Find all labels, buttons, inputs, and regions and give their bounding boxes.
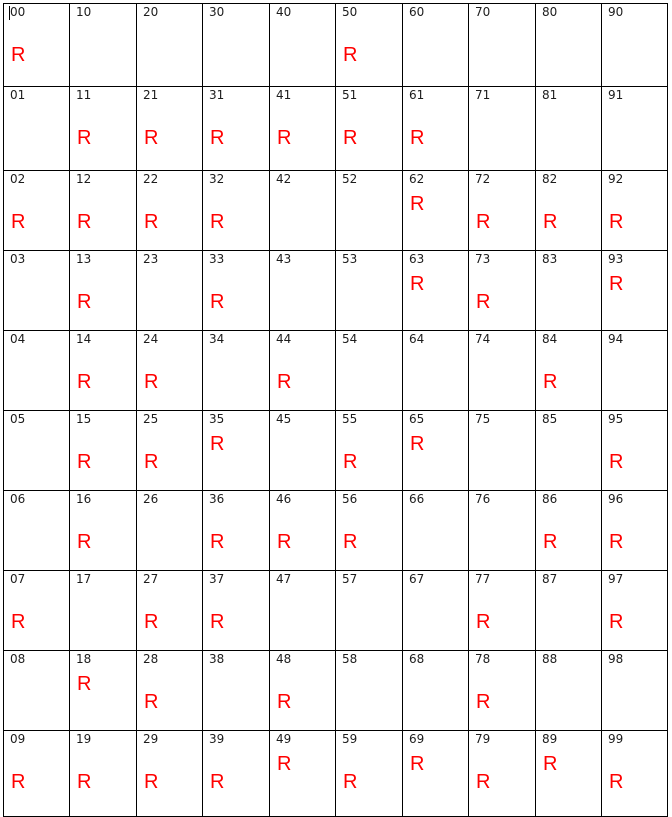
- cell-number: 39: [209, 732, 225, 746]
- cell-number: 61: [409, 88, 425, 102]
- grid-cell[interactable]: [70, 411, 137, 491]
- cell-mark: R: [77, 451, 92, 473]
- cell-mark: R: [77, 211, 92, 233]
- grid-cell[interactable]: [4, 571, 70, 651]
- cell-number: 90: [608, 5, 624, 19]
- grid-cell[interactable]: [469, 651, 536, 731]
- cell-number: 24: [143, 332, 159, 346]
- grid-cell[interactable]: [270, 411, 336, 491]
- cell-mark: R: [410, 127, 425, 149]
- cell-number: 78: [475, 652, 491, 666]
- cell-number: 63: [409, 252, 425, 266]
- number-grid-body: [4, 4, 668, 817]
- grid-cell[interactable]: [403, 331, 469, 411]
- cell-number: 13: [76, 252, 92, 266]
- grid-cell[interactable]: [602, 331, 668, 411]
- grid-row: [4, 571, 668, 651]
- grid-cell[interactable]: [70, 251, 137, 331]
- cell-mark: R: [343, 531, 358, 553]
- grid-cell[interactable]: [203, 491, 270, 571]
- cell-mark: R: [144, 211, 159, 233]
- cell-number: 53: [342, 252, 358, 266]
- cell-number: 70: [475, 5, 491, 19]
- grid-cell[interactable]: [203, 171, 270, 251]
- grid-cell[interactable]: [469, 171, 536, 251]
- cell-mark: R: [277, 371, 292, 393]
- cell-mark: R: [609, 211, 624, 233]
- cell-number: 09: [10, 732, 26, 746]
- cell-number: 51: [342, 88, 358, 102]
- cell-number: 05: [10, 412, 26, 426]
- cell-number: 72: [475, 172, 491, 186]
- cell-number: 48: [276, 652, 292, 666]
- grid-cell[interactable]: [602, 4, 668, 87]
- cell-number: 67: [409, 572, 425, 586]
- grid-cell[interactable]: [70, 4, 137, 87]
- cell-mark: R: [77, 127, 92, 149]
- grid-cell[interactable]: [602, 411, 668, 491]
- grid-cell[interactable]: [536, 331, 602, 411]
- cell-mark: R: [343, 44, 358, 66]
- grid-cell[interactable]: [270, 331, 336, 411]
- cell-number: 57: [342, 572, 358, 586]
- grid-cell[interactable]: [203, 251, 270, 331]
- cell-number: 25: [143, 412, 159, 426]
- grid-cell[interactable]: [203, 571, 270, 651]
- cell-mark: R: [210, 531, 225, 553]
- grid-cell[interactable]: [4, 4, 70, 87]
- cell-number: 31: [209, 88, 225, 102]
- cell-number: 45: [276, 412, 292, 426]
- cell-number: 04: [10, 332, 26, 346]
- cell-number: 38: [209, 652, 225, 666]
- grid-cell[interactable]: [336, 4, 403, 87]
- cell-number: 17: [76, 572, 92, 586]
- cell-mark: R: [11, 211, 26, 233]
- cell-number: 82: [542, 172, 558, 186]
- cell-number: 06: [10, 492, 26, 506]
- cell-number: 11: [76, 88, 92, 102]
- cell-number: 23: [143, 252, 159, 266]
- grid-cell[interactable]: [4, 731, 70, 817]
- cell-number: 28: [143, 652, 159, 666]
- grid-cell[interactable]: [137, 4, 203, 87]
- grid-cell[interactable]: [137, 87, 203, 171]
- grid-cell[interactable]: [602, 571, 668, 651]
- grid-cell[interactable]: [137, 171, 203, 251]
- cell-number: 52: [342, 172, 358, 186]
- grid-cell[interactable]: [536, 411, 602, 491]
- grid-cell[interactable]: [336, 171, 403, 251]
- grid-cell[interactable]: [70, 87, 137, 171]
- grid-cell[interactable]: [203, 4, 270, 87]
- grid-cell[interactable]: [403, 571, 469, 651]
- cell-number: 19: [76, 732, 92, 746]
- grid-cell[interactable]: [137, 491, 203, 571]
- grid-cell[interactable]: [469, 731, 536, 817]
- grid-cell[interactable]: [602, 87, 668, 171]
- grid-cell[interactable]: [403, 411, 469, 491]
- cell-mark: R: [210, 291, 225, 313]
- cell-number: 34: [209, 332, 225, 346]
- grid-cell[interactable]: [536, 251, 602, 331]
- cell-number: 29: [143, 732, 159, 746]
- grid-cell[interactable]: [336, 731, 403, 817]
- cell-mark: R: [210, 127, 225, 149]
- cell-number: 50: [342, 5, 358, 19]
- grid-row: [4, 731, 668, 817]
- grid-cell[interactable]: [336, 87, 403, 171]
- grid-cell[interactable]: [137, 251, 203, 331]
- grid-cell[interactable]: [536, 571, 602, 651]
- cell-number: 59: [342, 732, 358, 746]
- grid-row: [4, 651, 668, 731]
- grid-cell[interactable]: [270, 731, 336, 817]
- cell-mark: R: [210, 211, 225, 233]
- cell-mark: R: [476, 211, 491, 233]
- cell-number: 81: [542, 88, 558, 102]
- cell-mark: R: [77, 291, 92, 313]
- grid-cell[interactable]: [403, 4, 469, 87]
- grid-cell[interactable]: [403, 491, 469, 571]
- cell-mark: R: [609, 273, 624, 295]
- cell-mark: R: [144, 611, 159, 633]
- cell-mark: R: [77, 531, 92, 553]
- grid-cell[interactable]: [4, 251, 70, 331]
- cell-number: 44: [276, 332, 292, 346]
- grid-row: [4, 331, 668, 411]
- grid-cell[interactable]: [536, 491, 602, 571]
- cell-number: 66: [409, 492, 425, 506]
- grid-cell[interactable]: [403, 651, 469, 731]
- cell-mark: R: [11, 611, 26, 633]
- cell-mark: R: [277, 691, 292, 713]
- cell-mark: R: [609, 611, 624, 633]
- grid-cell[interactable]: [336, 491, 403, 571]
- grid-cell[interactable]: [203, 731, 270, 817]
- cell-mark: R: [476, 611, 491, 633]
- cell-number: 55: [342, 412, 358, 426]
- cell-number: 49: [276, 732, 292, 746]
- cell-number: 95: [608, 412, 624, 426]
- grid-cell[interactable]: [203, 331, 270, 411]
- cell-number: 94: [608, 332, 624, 346]
- cell-number: 20: [143, 5, 159, 19]
- cell-mark: R: [410, 193, 425, 215]
- cell-mark: R: [144, 371, 159, 393]
- cell-number: 08: [10, 652, 26, 666]
- cell-number: 00: [10, 5, 26, 19]
- grid-cell[interactable]: [602, 251, 668, 331]
- cell-mark: R: [144, 127, 159, 149]
- grid-cell[interactable]: [602, 731, 668, 817]
- cell-mark: R: [609, 531, 624, 553]
- cell-number: 75: [475, 412, 491, 426]
- grid-cell[interactable]: [602, 651, 668, 731]
- cell-number: 58: [342, 652, 358, 666]
- grid-cell[interactable]: [336, 651, 403, 731]
- cell-number: 03: [10, 252, 26, 266]
- cell-number: 77: [475, 572, 491, 586]
- grid-cell[interactable]: [469, 411, 536, 491]
- cell-mark: R: [277, 531, 292, 553]
- grid-cell[interactable]: [469, 491, 536, 571]
- cell-number: 21: [143, 88, 159, 102]
- grid-cell[interactable]: [270, 87, 336, 171]
- cell-number: 40: [276, 5, 292, 19]
- grid-cell[interactable]: [336, 331, 403, 411]
- cell-number: 01: [10, 88, 26, 102]
- grid-cell[interactable]: [70, 171, 137, 251]
- cell-number: 60: [409, 5, 425, 19]
- cell-number: 96: [608, 492, 624, 506]
- grid-cell[interactable]: [70, 651, 137, 731]
- grid-cell[interactable]: [137, 651, 203, 731]
- cell-mark: R: [543, 531, 558, 553]
- grid-cell[interactable]: [469, 331, 536, 411]
- cell-number: 43: [276, 252, 292, 266]
- grid-cell[interactable]: [4, 87, 70, 171]
- grid-cell[interactable]: [4, 491, 70, 571]
- grid-cell[interactable]: [270, 4, 336, 87]
- cell-mark: R: [476, 291, 491, 313]
- cell-number: 71: [475, 88, 491, 102]
- grid-cell[interactable]: [536, 171, 602, 251]
- cell-mark: R: [144, 771, 159, 793]
- cell-number: 97: [608, 572, 624, 586]
- cell-mark: R: [144, 451, 159, 473]
- grid-row: [4, 251, 668, 331]
- cell-number: 42: [276, 172, 292, 186]
- grid-cell[interactable]: [336, 411, 403, 491]
- cell-mark: R: [11, 771, 26, 793]
- grid-row: [4, 87, 668, 171]
- grid-row: [4, 171, 668, 251]
- cell-mark: R: [343, 127, 358, 149]
- cell-mark: R: [609, 451, 624, 473]
- cell-number: 35: [209, 412, 225, 426]
- grid-cell[interactable]: [602, 171, 668, 251]
- cell-number: 54: [342, 332, 358, 346]
- grid-cell[interactable]: [270, 571, 336, 651]
- cell-number: 14: [76, 332, 92, 346]
- grid-cell[interactable]: [536, 651, 602, 731]
- cell-mark: R: [543, 753, 558, 775]
- cell-number: 02: [10, 172, 26, 186]
- cell-mark: R: [11, 44, 26, 66]
- grid-cell[interactable]: [336, 251, 403, 331]
- cell-number: 16: [76, 492, 92, 506]
- grid-row: [4, 491, 668, 571]
- cell-number: 69: [409, 732, 425, 746]
- cell-mark: R: [277, 753, 292, 775]
- grid-row: [4, 411, 668, 491]
- cell-number: 99: [608, 732, 624, 746]
- grid-cell[interactable]: [270, 251, 336, 331]
- cell-mark: R: [476, 691, 491, 713]
- cell-number: 79: [475, 732, 491, 746]
- grid-cell[interactable]: [203, 411, 270, 491]
- grid-cell[interactable]: [203, 651, 270, 731]
- cell-mark: R: [343, 771, 358, 793]
- grid-cell[interactable]: [4, 171, 70, 251]
- cell-number: 91: [608, 88, 624, 102]
- cell-number: 47: [276, 572, 292, 586]
- cell-number: 41: [276, 88, 292, 102]
- cell-mark: R: [77, 673, 92, 695]
- cell-number: 87: [542, 572, 558, 586]
- grid-cell[interactable]: [70, 491, 137, 571]
- cell-number: 92: [608, 172, 624, 186]
- cell-mark: R: [144, 691, 159, 713]
- cell-mark: R: [210, 771, 225, 793]
- grid-cell[interactable]: [137, 571, 203, 651]
- grid-cell[interactable]: [70, 331, 137, 411]
- grid-cell[interactable]: [4, 411, 70, 491]
- cell-number: 22: [143, 172, 159, 186]
- grid-cell[interactable]: [203, 87, 270, 171]
- cell-number: 36: [209, 492, 225, 506]
- grid-cell[interactable]: [336, 571, 403, 651]
- grid-cell[interactable]: [536, 731, 602, 817]
- grid-cell[interactable]: [137, 411, 203, 491]
- grid-cell[interactable]: [270, 651, 336, 731]
- cell-number: 56: [342, 492, 358, 506]
- cell-mark: R: [410, 753, 425, 775]
- grid-cell[interactable]: [469, 251, 536, 331]
- cell-mark: R: [410, 273, 425, 295]
- cell-number: 18: [76, 652, 92, 666]
- cell-mark: R: [410, 433, 425, 455]
- cell-number: 26: [143, 492, 159, 506]
- grid-cell[interactable]: [4, 651, 70, 731]
- cell-number: 88: [542, 652, 558, 666]
- cell-number: 33: [209, 252, 225, 266]
- cell-mark: R: [77, 371, 92, 393]
- cell-mark: R: [476, 771, 491, 793]
- cell-number: 80: [542, 5, 558, 19]
- cell-number: 86: [542, 492, 558, 506]
- grid-row: [4, 4, 668, 87]
- grid-cell[interactable]: [469, 571, 536, 651]
- grid-cell[interactable]: [137, 331, 203, 411]
- grid-cell[interactable]: [469, 87, 536, 171]
- cell-mark: R: [77, 771, 92, 793]
- grid-cell[interactable]: [403, 251, 469, 331]
- number-grid-table: [3, 3, 668, 817]
- cell-mark: R: [210, 611, 225, 633]
- grid-cell[interactable]: [403, 87, 469, 171]
- cell-mark: R: [543, 371, 558, 393]
- cell-number: 85: [542, 412, 558, 426]
- grid-cell[interactable]: [403, 171, 469, 251]
- grid-cell[interactable]: [270, 491, 336, 571]
- cell-number: 62: [409, 172, 425, 186]
- grid-cell[interactable]: [4, 331, 70, 411]
- cell-number: 15: [76, 412, 92, 426]
- cell-number: 30: [209, 5, 225, 19]
- grid-cell[interactable]: [270, 171, 336, 251]
- cell-number: 27: [143, 572, 159, 586]
- grid-cell[interactable]: [536, 4, 602, 87]
- cell-number: 73: [475, 252, 491, 266]
- cell-mark: R: [277, 127, 292, 149]
- cell-mark: R: [609, 771, 624, 793]
- cell-mark: R: [543, 211, 558, 233]
- cell-number: 74: [475, 332, 491, 346]
- grid-cell[interactable]: [536, 87, 602, 171]
- grid-cell[interactable]: [137, 731, 203, 817]
- grid-cell[interactable]: [602, 491, 668, 571]
- cell-mark: R: [210, 433, 225, 455]
- cell-number: 32: [209, 172, 225, 186]
- cell-number: 37: [209, 572, 225, 586]
- cell-number: 83: [542, 252, 558, 266]
- cell-number: 65: [409, 412, 425, 426]
- cell-number: 07: [10, 572, 26, 586]
- cell-number: 84: [542, 332, 558, 346]
- grid-cell[interactable]: [469, 4, 536, 87]
- cell-number: 12: [76, 172, 92, 186]
- cell-number: 98: [608, 652, 624, 666]
- cell-number: 68: [409, 652, 425, 666]
- cell-number: 46: [276, 492, 292, 506]
- grid-cell[interactable]: [70, 571, 137, 651]
- grid-cell[interactable]: [403, 731, 469, 817]
- cell-mark: R: [343, 451, 358, 473]
- cell-number: 64: [409, 332, 425, 346]
- cell-number: 10: [76, 5, 92, 19]
- cell-number: 93: [608, 252, 624, 266]
- text-cursor: [9, 6, 10, 20]
- cell-number: 89: [542, 732, 558, 746]
- cell-number: 76: [475, 492, 491, 506]
- grid-cell[interactable]: [70, 731, 137, 817]
